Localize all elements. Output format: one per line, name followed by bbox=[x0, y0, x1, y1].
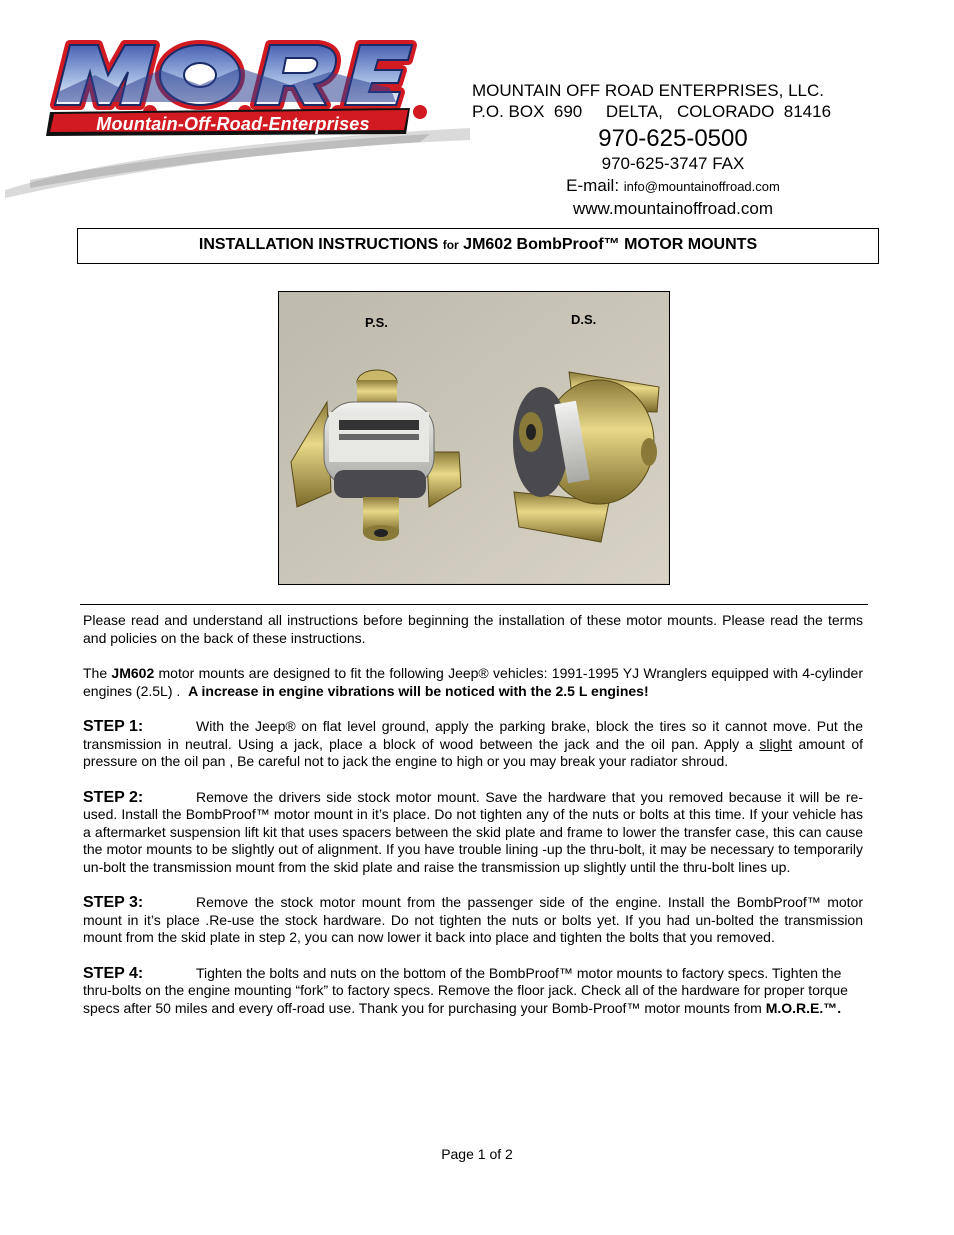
intro-p2-b: motor mounts are designed to fit the following Jeep® vehicles: 1991-1995 YJ Wranglers equipped with 4-cylinder engines (2.5L) . bbox=[83, 665, 867, 699]
company-phone: 970-625-0500 bbox=[598, 125, 748, 152]
document-title bbox=[77, 228, 879, 264]
step-3-label: STEP 3: bbox=[83, 894, 144, 911]
intro-p2-a: The bbox=[83, 665, 112, 681]
step-2 bbox=[83, 789, 863, 877]
company-address: P.O. BOX 690 DELTA, COLORADO 81416 bbox=[472, 102, 832, 121]
ps-label: P.S. bbox=[365, 315, 388, 330]
step-4-brand: M.O.R.E.™. bbox=[765, 999, 842, 1016]
intro-paragraph-1: Please read and understand all instructions before beginning the installation of these motor mounts. Please read the terms and policies on the back of these instructions. bbox=[83, 612, 863, 646]
step-1-underline: slight bbox=[759, 735, 793, 752]
step-2-text: Remove the drivers side stock motor mount. Save the hardware that you removed because it will be re-used. Install the BombProof™ motor mount in it’s place. Do not tighten any of the nuts or bolts at this time. If your vehicle has a aftermarket suspension lift kit that uses spacers between the skid plate and frame to lower the transfer case, this can cause the motor mounts to be slightly out of alignment. If you have trouble lining -up the thru-bolt, it may be necessary to temporarily un-bolt the transmission mount from the skid plate and raise the transmission up slightly until the thru-bolt lines up. bbox=[83, 788, 863, 875]
step-4-label: STEP 4: bbox=[83, 964, 144, 982]
more-logo bbox=[0, 30, 470, 200]
company-info bbox=[472, 80, 872, 220]
step-1-text-a: With the Jeep® on flat level ground, apply the parking brake, block the tires so it cannot move. Put the transmission in neutral. Using a jack, place a block of wood between the jack and the oil pan. Apply a bbox=[83, 718, 863, 752]
title-for: for bbox=[442, 238, 459, 252]
step-4-text: Tighten the bolts and nuts on the bottom of the BombProof™ motor mounts to factory specs. Tighten the thru-bolts on the engine mounting “fork” to factory specs. Remove the floor jack. Check all of the hardware for proper torque specs after 50 miles and every off-road use. Thank you for purchasing your Bomb-Proof™ motor mounts from bbox=[83, 964, 848, 1016]
model-number: JM602 bbox=[111, 665, 155, 681]
page-number: Page 1 of 2 bbox=[441, 1146, 513, 1162]
title-part2: JM602 BombProof™ MOTOR MOUNTS bbox=[458, 236, 758, 253]
company-name: MOUNTAIN OFF ROAD ENTERPRISES, LLC. bbox=[472, 81, 825, 100]
section-divider bbox=[80, 604, 868, 605]
company-website[interactable]: www.mountainoffroad.com bbox=[572, 199, 773, 218]
instructions-body bbox=[83, 612, 867, 1017]
step-1 bbox=[83, 718, 863, 771]
title-part1: INSTALLATION INSTRUCTIONS bbox=[198, 236, 443, 253]
product-photo bbox=[278, 291, 670, 585]
ds-label: D.S. bbox=[571, 312, 597, 327]
step-3 bbox=[83, 894, 863, 947]
intro-paragraph-2 bbox=[83, 665, 867, 700]
step-1-label: STEP 1: bbox=[83, 718, 144, 735]
company-email bbox=[472, 175, 874, 198]
step-4 bbox=[83, 965, 863, 1018]
email-label: E-mail: bbox=[566, 176, 624, 195]
step-1-text-b: amount of pressure on the oil pan , Be careful not to jack the engine to high or you may break your radiator shroud. bbox=[83, 735, 864, 769]
company-fax: 970-625-3747 FAX bbox=[601, 154, 745, 173]
vibration-warning: A increase in engine vibrations will be noticed with the 2.5 L engines! bbox=[188, 682, 649, 699]
step-2-label: STEP 2: bbox=[83, 788, 144, 806]
email-address[interactable]: info@mountainoffroad.com bbox=[623, 179, 780, 194]
step-3-text: Remove the stock motor mount from the passenger side of the engine. Install the BombProof™ motor mount in it’s place .Re-use the stock hardware. Do not tighten the nuts or bolts yet. If you had un-bolted the transmission mount from the skid plate in step 2, you can now lower it back into place and tighten the bolts that you removed. bbox=[83, 894, 863, 945]
logo-tagline: Mountain-Off-Road-Enterprises bbox=[96, 114, 370, 134]
motor-mounts-photo bbox=[279, 292, 668, 583]
